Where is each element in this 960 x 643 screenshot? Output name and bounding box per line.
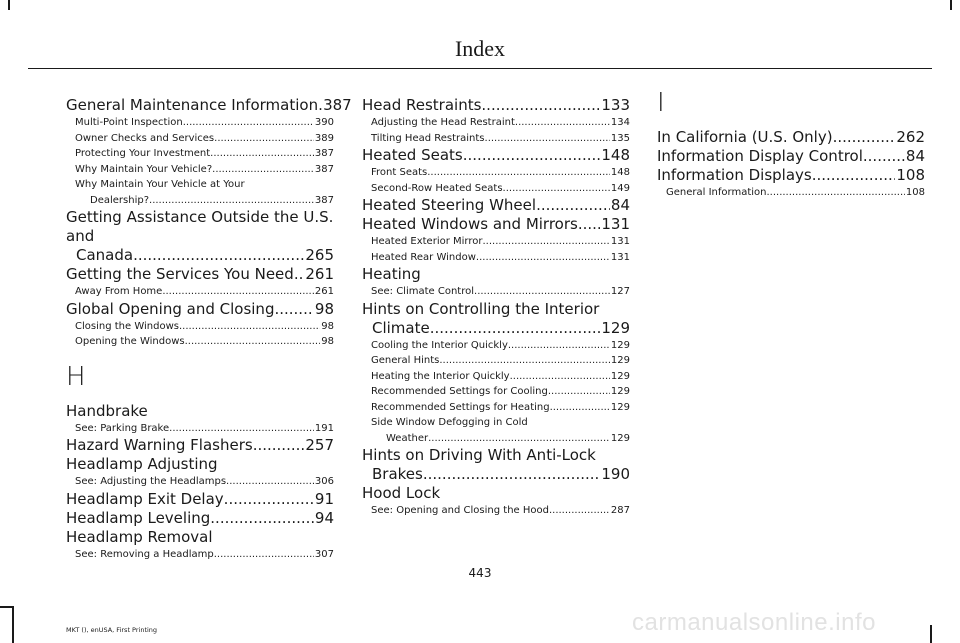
index-page-ref: 108 — [905, 187, 925, 198]
crop-mark-bottom-left-h — [0, 606, 14, 608]
dot-leader — [212, 162, 314, 178]
index-page-ref: 261 — [305, 265, 334, 283]
dot-leader — [578, 215, 601, 234]
index-page-ref: 148 — [610, 167, 630, 178]
index-entry-label: Why Maintain Your Vehicle? — [75, 163, 213, 175]
index-subentry — [362, 503, 630, 519]
index-page-ref: 287 — [610, 505, 630, 516]
dot-leader — [185, 334, 321, 350]
index-page-ref: 133 — [601, 96, 630, 114]
index-page-ref: 129 — [610, 339, 630, 351]
index-entry — [657, 147, 925, 166]
index-entry-label: General Maintenance Information — [66, 96, 319, 114]
index-entry-label: Tilting Head Restraints — [371, 132, 485, 144]
index-page-ref: 387 — [314, 148, 334, 159]
dot-leader — [508, 338, 610, 354]
index-entry-label: Getting the Services You Need — [66, 265, 294, 283]
index-subentry — [362, 250, 630, 266]
dot-leader — [482, 234, 609, 250]
index-page-ref: 387 — [323, 96, 352, 114]
index-entry — [66, 509, 334, 528]
index-entry: Hints on Driving With Anti-Lock — [362, 446, 596, 464]
index-page-ref: 84 — [610, 196, 630, 214]
index-subentry — [362, 181, 630, 197]
index-entry-continued — [66, 246, 334, 265]
index-subentry: Side Window Defogging in Cold — [371, 417, 528, 428]
index-subentry — [66, 162, 334, 178]
index-subentry — [362, 115, 630, 131]
dot-leader — [510, 369, 610, 385]
index-entry-label: Multi-Point Inspection — [75, 117, 183, 128]
index-page-ref: 307 — [314, 548, 334, 560]
dot-leader — [149, 193, 314, 209]
index-entry-label: Headlamp Exit Delay — [66, 489, 224, 508]
index-subentry — [66, 547, 334, 563]
index-page-ref: 129 — [610, 432, 630, 444]
index-page-ref: 191 — [314, 422, 334, 434]
dot-leader — [210, 509, 314, 528]
index-entry-label: Closing the Windows — [75, 320, 179, 332]
index-entry-label: Heated Rear Window — [371, 251, 476, 263]
index-page-ref: 387 — [314, 163, 334, 175]
index-subentry — [362, 338, 630, 354]
index-entry — [657, 166, 925, 185]
dot-leader — [294, 265, 305, 284]
dot-leader — [536, 196, 610, 215]
index-subentry — [657, 185, 925, 201]
dot-leader — [863, 147, 905, 166]
dot-leader — [253, 436, 305, 455]
index-page-ref: 129 — [601, 318, 630, 337]
index-subentry-continued — [362, 431, 630, 447]
crop-mark-top-left — [8, 0, 10, 10]
dot-leader — [439, 353, 610, 369]
index-entry-label: Front Seats — [371, 167, 428, 178]
dot-leader — [550, 400, 610, 416]
dot-leader — [476, 250, 610, 266]
index-entry — [362, 215, 630, 234]
index-entry — [66, 96, 352, 115]
index-subentry-continued — [66, 193, 334, 209]
page-number: 443 — [468, 566, 492, 580]
index-entry-label: Headlamp Leveling — [66, 508, 211, 527]
index-page-ref: 129 — [610, 401, 630, 413]
index-entry: Getting Assistance Outside the U.S. and — [66, 208, 334, 245]
dot-leader — [274, 300, 313, 319]
crop-mark-bottom-right — [930, 625, 932, 643]
index-page-ref: 94 — [314, 508, 334, 527]
dot-leader — [549, 503, 610, 519]
dot-leader — [833, 128, 896, 147]
index-entry-label: See: Opening and Closing the Hood — [371, 505, 549, 516]
dot-leader — [183, 115, 314, 131]
index-heading: Headlamp Adjusting — [66, 455, 218, 473]
index-page-ref: 148 — [601, 146, 630, 164]
index-entry-label: Brakes — [372, 465, 423, 483]
index-entry-label: Protecting Your Investment — [75, 148, 211, 159]
index-entry-label: Owner Checks and Services — [75, 132, 215, 144]
crop-mark-top-right — [950, 0, 952, 10]
index-entry-label: Recommended Settings for Cooling — [371, 386, 548, 397]
index-page-ref: 306 — [314, 476, 334, 487]
index-entry-label: Recommended Settings for Heating — [371, 401, 550, 413]
index-page-ref: 389 — [314, 132, 334, 144]
index-column-3 — [657, 88, 925, 201]
index-entry — [66, 436, 334, 455]
index-page-ref: 149 — [610, 182, 630, 194]
index-subentry — [66, 319, 334, 335]
header-divider — [28, 68, 932, 69]
dot-leader — [766, 185, 904, 201]
index-entry-label: Heated Steering Wheel — [362, 196, 537, 214]
index-entry-continued — [362, 465, 630, 484]
index-page-ref: 262 — [896, 128, 925, 146]
index-heading: Handbrake — [66, 401, 148, 420]
index-entry — [66, 300, 334, 319]
index-subentry — [362, 400, 630, 416]
index-heading: Hood Lock — [362, 484, 441, 502]
index-page-ref: 131 — [601, 215, 630, 233]
index-subentry — [66, 284, 334, 300]
index-entry-label: In California (U.S. Only) — [657, 128, 833, 146]
index-subentry — [362, 284, 630, 300]
dot-leader — [548, 384, 610, 400]
index-page-ref: 135 — [610, 132, 630, 144]
index-entry-label: See: Adjusting the Headlamps — [75, 476, 227, 487]
index-entry — [657, 128, 925, 147]
index-subentry — [362, 165, 630, 181]
dot-leader — [162, 284, 314, 300]
index-subentry — [362, 131, 630, 147]
index-entry-label: Head Restraints — [362, 96, 482, 114]
index-entry-label: Climate — [372, 318, 430, 337]
index-entry-label: Cooling the Interior Quickly — [371, 339, 508, 351]
index-subentry — [362, 369, 630, 385]
watermark: carmanualsonline.info — [632, 609, 876, 636]
dot-leader — [423, 465, 601, 484]
index-entry-label: Information Displays — [657, 166, 812, 184]
index-page-ref: 129 — [610, 355, 630, 366]
index-page-ref: 387 — [314, 194, 334, 206]
dot-leader — [214, 547, 314, 563]
dot-leader — [515, 115, 610, 131]
index-entry-label: Second-Row Heated Seats — [371, 182, 503, 194]
index-entry — [66, 265, 334, 284]
index-entry-label: Heated Exterior Mirror — [371, 236, 483, 247]
index-page-ref: 261 — [314, 286, 334, 297]
index-subentry — [66, 474, 334, 490]
index-entry-label: Global Opening and Closing — [66, 299, 275, 318]
index-entry-label: General Hints — [371, 355, 440, 366]
dot-leader — [214, 131, 314, 147]
index-heading: Heating — [362, 265, 421, 283]
dot-leader — [430, 319, 601, 338]
dot-leader — [169, 421, 314, 437]
index-page-ref: 129 — [610, 370, 630, 382]
index-entry — [362, 146, 630, 165]
index-column-1 — [66, 96, 352, 562]
index-entry-label: Adjusting the Head Restraint — [371, 117, 515, 128]
index-entry-label: Dealership? — [90, 194, 150, 206]
crop-mark-bottom-left — [12, 606, 14, 643]
index-entry-label: See: Climate Control — [371, 286, 475, 297]
dot-leader — [474, 284, 610, 300]
index-subentry — [362, 384, 630, 400]
index-page-ref: 134 — [610, 117, 630, 128]
index-entry-label: Canada — [76, 246, 134, 264]
index-subentry — [66, 334, 334, 350]
index-entry: Hints on Controlling the Interior — [362, 299, 600, 318]
index-page-ref: 131 — [610, 251, 630, 263]
dot-leader — [503, 181, 610, 197]
dot-leader — [812, 166, 896, 185]
index-section-letter: I — [657, 88, 665, 118]
index-page-ref: 131 — [610, 236, 630, 247]
index-page-ref: 257 — [305, 436, 334, 454]
index-entry-label: Hazard Warning Flashers — [66, 436, 253, 454]
index-entry-label: Weather — [386, 432, 429, 444]
dot-leader — [481, 96, 600, 115]
index-entry-continued — [362, 319, 630, 338]
index-page-ref: 91 — [314, 489, 334, 508]
index-column-2 — [362, 96, 630, 519]
edition-note: MKT (), enUSA, First Printing — [66, 626, 158, 634]
index-entry-label: General Information — [666, 187, 767, 198]
index-entry-label: Opening the Windows — [75, 336, 185, 347]
index-subentry: Why Maintain Your Vehicle at Your — [75, 179, 245, 190]
index-page-ref: 98 — [321, 320, 334, 332]
index-subentry — [362, 234, 630, 250]
index-section-letter: H — [66, 361, 86, 392]
dot-leader — [224, 490, 314, 509]
index-page-ref: 390 — [314, 117, 334, 128]
index-page-ref: 127 — [610, 286, 630, 297]
index-page-ref: 129 — [610, 386, 630, 397]
dot-leader — [485, 131, 610, 147]
index-page-ref: 98 — [314, 299, 334, 318]
index-entry-label: Information Display Control — [657, 147, 863, 165]
index-subentry — [66, 115, 334, 131]
index-entry-label: Heating the Interior Quickly — [371, 370, 510, 382]
dot-leader — [210, 146, 314, 162]
page-title: Index — [454, 36, 506, 61]
dot-leader — [427, 165, 610, 181]
index-entry — [362, 196, 630, 215]
index-entry-label: See: Removing a Headlamp — [75, 548, 214, 560]
index-subentry — [66, 421, 334, 437]
index-entry — [362, 96, 630, 115]
index-entry — [66, 490, 334, 509]
index-entry-label: Away From Home — [75, 286, 163, 297]
dot-leader — [226, 474, 314, 490]
index-entry-label: Heated Windows and Mirrors — [362, 215, 578, 233]
index-page-ref: 84 — [905, 147, 925, 165]
index-page-ref: 98 — [321, 336, 334, 347]
index-page-ref: 108 — [896, 166, 925, 184]
index-entry-label: Heated Seats — [362, 146, 463, 164]
index-page-ref: 190 — [601, 465, 630, 483]
index-heading: Headlamp Removal — [66, 527, 213, 546]
dot-leader — [179, 319, 320, 335]
index-subentry — [362, 353, 630, 369]
index-subentry — [66, 146, 334, 162]
index-entry-label: See: Parking Brake — [75, 422, 170, 434]
index-page-ref: 265 — [305, 246, 334, 264]
index-subentry — [66, 131, 334, 147]
dot-leader — [463, 146, 601, 165]
dot-leader — [133, 246, 304, 265]
dot-leader — [428, 431, 610, 447]
